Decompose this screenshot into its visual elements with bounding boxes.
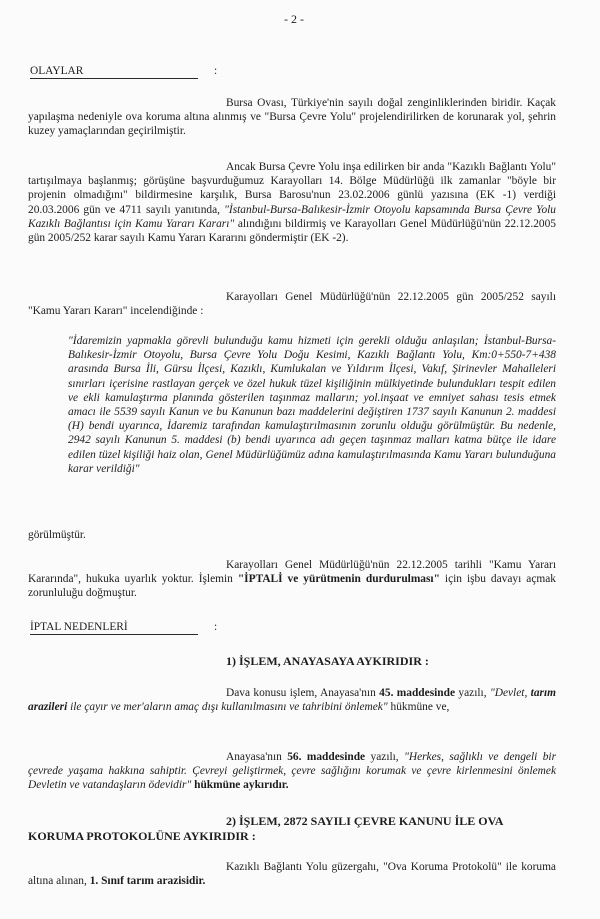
kamu-yarari-quote: "İdaremizin yapmakla görevli bulunduğu kamu hizmeti için gerekli olduğu anlaşılan; İstanbul-Bursa-Balıkesir-İzmir Otoyolu, Bursa Çevre Yolu Doğu Kesimi, Kazıklı Bağlantı Yolu, Km:0+550-7+438 arasında Bursa İli, Gürsu İlçesi, Kazıklı, Kumlukalan ve Yıldırım İlçesi, Vakıf, Şirinevler Mahalleleri sınırları içerisine rastlayan gerçek ve özel hukuk tüzel kişiliğinin mülkiyetinde bulundukları tespit edilen ve ekli kamulaştırma planında gösterilen taşınmaz malların; yol.inşaat ve emniyet sahası tesis etmek amacı ile 5539 sayılı Kanun ve bu Kanunun bazı maddelerini değiştiren 1737 sayılı Kanunun 2. maddesi (H) bendi uyarınca, İdaremiz tarafından kamulaştırılmasının zorunlu olduğu görülmüştür. Bu nedenle, 2942 sayılı Kanunun 5. maddesi (b) bendi uyarınca adı geçen taşınmaz malları katma bütçe ile idare edilen tüzel kişiliği haiz olan, Genel Müdürlüğümüz adına kamulaştırılmasında Kamu Yararı bulunduğuna karar verildiği" [68,335,556,475]
section-2-paragraph-1 [28,860,556,888]
s1-p2-text-a: Anayasa'nın [226,751,288,763]
olaylar-heading-text: OLAYLAR [30,64,198,79]
iptal-colon: : [214,621,218,633]
s1-p2-italic: "Herkes, sağlıklı ve dengeli bir çevrede yaşama hakkına sahiptir. Çevreyi geliştirmek, çevre sağlığını korumak ve çevre kirlenmesini önlemek Devletin ve vatandaşların ödevidir" [28,751,557,792]
section-1-title: 1) İŞLEM, ANAYASAYA AYKIRIDIR : [226,654,429,668]
olaylar-colon: : [214,65,218,77]
s1-p2-bold-2: hükmüne aykırıdır. [191,779,289,792]
s1-p1-bold-italic: tarım arazileri [28,687,556,714]
s1-p1-text-c: hükmüne ve, [387,701,450,714]
s1-p1-italic-2: ile çayır ve mer'aların amaç dışı kullanılmasını ve tahribini önlemek" [67,701,388,714]
s2-p1-text-a: Kazıklı Bağlantı Yolu güzergahı, "Ova Koruma Protokolü" ile koruma altına alınan, [28,861,556,888]
s1-p1-text-a: Dava konusu işlem, Anayasa'nın [226,687,380,699]
section-1-paragraph-2 [28,750,556,793]
s2-p1-bold: 1. Sınıf tarım arazisidir. [89,875,206,888]
section-1-paragraph-1 [28,686,556,714]
s1-p1-text-b: yazılı, [455,687,490,699]
iptal-heading [30,620,198,635]
olaylar-paragraph-2 [28,160,556,245]
section-2-title-line-1: 2) İŞLEM, 2872 SAYILI ÇEVRE KANUNU İLE OVA [226,814,504,828]
olaylar-paragraph-4 [28,558,556,601]
section-2-title-line-2: KORUMA PROTOKOLÜNE AYKIRIDIR : [28,829,256,843]
s1-p2-text-b: yazılı, [365,751,405,763]
olaylar-p4-text-a: Karayolları Genel Müdürlüğü'nün 22.12.2005 tarihli "Kamu Yararı Kararında", hukuka uyarlık yoktur. İşlemin [28,559,556,586]
gorulmustur-text: görülmüştür. [28,529,86,541]
olaylar-p2-italic: "İstanbul-Bursa-Balıkesir-İzmir Otoyolu kapsamında Bursa Çevre Yolu Kazıklı Bağlantısı için Kamu Yararı Kararı" [28,203,556,230]
iptal-heading-text: İPTAL NEDENLERİ [30,620,198,635]
olaylar-p4-bold: "İPTALİ ve yürütmenin durdurulması" [237,573,440,586]
s1-p2-bold: 56. maddesinde [287,751,366,763]
olaylar-p4-text-b: için işbu davayı açmak zorunluluğu doğmuştur. [28,573,556,600]
s1-p1-bold: 45. maddesinde [379,687,456,699]
olaylar-paragraph-1: Bursa Ovası, Türkiye'nin sayılı doğal zenginliklerinden biridir. Kaçak yapılaşma nedeniyle ova koruma altına alınmış ve "Bursa Çevre Yolu" projelendirilirken de korunarak yol, şehrin kuzey yamaçlarından geçirilmiştir. [28,97,556,138]
olaylar-p2-text-a: Ancak Bursa Çevre Yolu inşa edilirken bir anda "Kazıklı Bağlantı Yolu" tartışılmaya başlanmış; görüşüne başvurduğumuz Karayolları 14. Bölge Müdürlüğü ilk zamanlar "böyle bir projenin olmadığını" bildirmesine karşılık, Bursa Barosu'nun 23.02.2006 günlü yazısına (EK -1) verdiği 20.03.2006 gün ve 4711 sayılı yanıtında, [28,161,556,216]
olaylar-heading [30,64,198,79]
olaylar-p2-text-b: alındığını bildirmiş ve Karayolları Genel Müdürlüğü'nün 22.12.2005 gün 2005/252 karar sayılı Kamu Yararı Kararını göndermiştir (EK -2). [28,217,556,245]
page-number: - 2 - [284,12,304,26]
olaylar-paragraph-3: Karayolları Genel Müdürlüğü'nün 22.12.2005 gün 2005/252 sayılı "Kamu Yararı Kararı" incelendiğinde : [28,291,556,318]
s1-p1-italic-1: "Devlet, [489,687,531,699]
